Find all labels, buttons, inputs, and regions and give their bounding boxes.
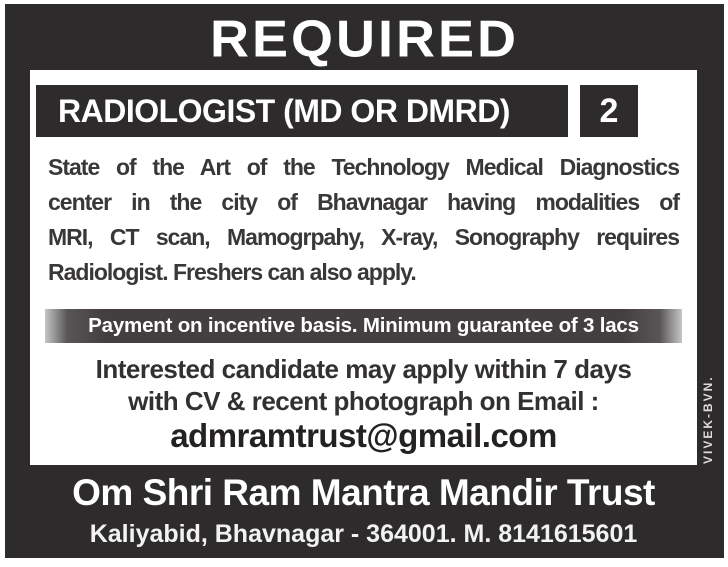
designer-credit: VIVEK-BVN. [701,375,715,464]
required-headline: REQUIRED [209,10,520,68]
description-line-1: State of the Art of the Technology Medical Diagnostics [48,154,679,180]
position-title-bar [36,85,568,137]
trust-address: Kaliyabid, Bhavnagar - 364001. M. 8141615601 [89,520,638,548]
description-line-2: center in the city of Bhavnagar having modalities of [48,189,679,215]
trust-name: Om Shri Ram Mantra Mandir Trust [72,472,655,513]
content-panel [30,70,697,465]
email-address: admramtrust@gmail.com [170,417,557,454]
vacancy-count: 2 [599,91,619,130]
description-line-3: MRI, CT scan, Mamogrpahy, X-ray, Sonography requires [48,224,679,250]
position-title: RADIOLOGIST (MD OR DMRD) [58,92,510,129]
payment-text: Payment on incentive basis. Minimum guarantee of 3 lacs [88,314,639,337]
apply-instruction-line-2: with CV & recent photograph on Email : [128,386,599,416]
apply-instruction-line-1: Interested candidate may apply within 7 days [95,354,632,384]
payment-banner [45,309,682,343]
job-description [30,150,697,290]
description-line-4: Radiologist. Freshers can also apply. [48,259,416,285]
vacancy-count-box [580,85,638,137]
